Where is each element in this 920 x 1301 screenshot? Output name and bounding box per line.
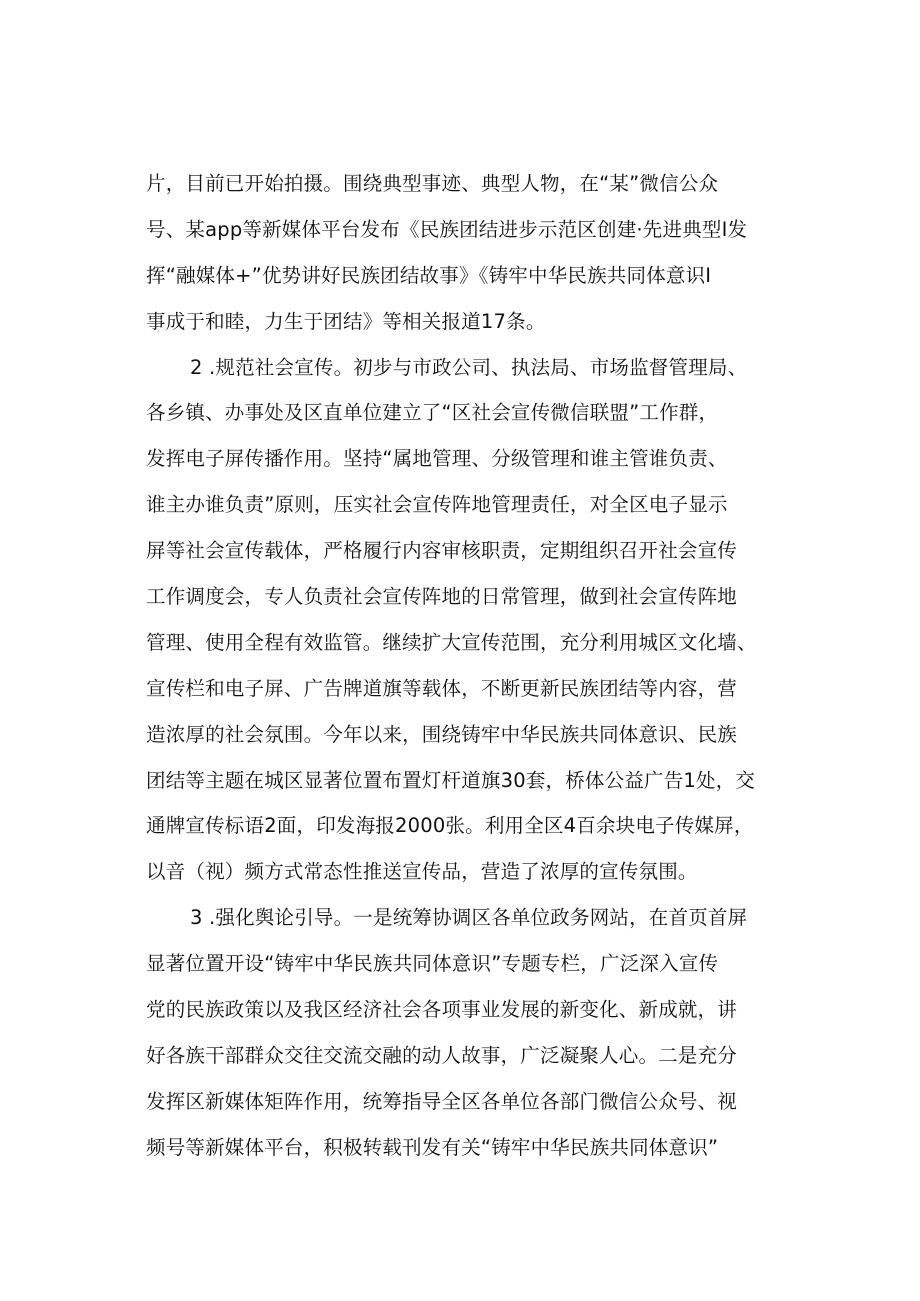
text-line: 谁主办谁负责”原则，压实社会宣传阵地管理责任，对全区电子显示 [146, 493, 728, 517]
text-line: 党的民族政策以及我区经济社会各项事业发展的新变化、新成就，讲 [146, 998, 738, 1022]
text-line: 团结等主题在城区显著位置布置灯杆道旗30套，桥体公益广告1处，交 [146, 768, 756, 792]
text-line: 频号等新媒体平台，积极转载刊发有关“铸牢中华民族共同体意识” [146, 1135, 719, 1159]
text-line: 通牌宣传标语2面，印发海报2000张。利用全区4百余块电子传媒屏， [146, 814, 754, 838]
body-text [146, 161, 806, 1171]
text-line: 各乡镇、办事处及区直单位建立了“区社会宣传微信联盟”工作群， [146, 401, 719, 425]
text-line: 工作调度会，专人负责社会宣传阵地的日常管理，做到社会宣传阵地 [146, 585, 738, 609]
text-line: 发挥电子屏传播作用。坚持“属地管理、分级管理和谁主管谁负责、 [146, 447, 728, 471]
text-line: 事成于和睦，力生于团结》等相关报道17条。 [146, 309, 546, 333]
text-line: 屏等社会宣传载体，严格履行内容审核职责，定期组织召开社会宣传 [146, 539, 738, 563]
text-line: 以音（视）频方式常态性推送宣传品，营造了浓厚的宣传氛围。 [146, 860, 698, 884]
text-line: 号、某app等新媒体平台发布《民族团结进步示范区创建·先进典型I发 [146, 217, 748, 241]
text-line: 宣传栏和电子屏、广告牌道旗等载体，不断更新民族团结等内容，营 [146, 676, 738, 700]
text-line: 片，目前已开始拍摄。围绕典型事迹、典型人物，在“某”微信公众 [146, 172, 719, 195]
text-line: 显著位置开设“铸牢中华民族共同体意识”专题专栏，广泛深入宣传 [146, 952, 719, 976]
text-line: 造浓厚的社会氛围。今年以来，围绕铸牢中华民族共同体意识、民族 [146, 722, 738, 746]
text-line: 管理、使用全程有效监管。继续扩大宣传范围，充分利用城区文化墙、 [146, 630, 757, 654]
text-line: 挥“融媒体+”优势讲好民族团结故事》《铸牢中华民族共同体意识I [146, 263, 712, 287]
text-line: 发挥区新媒体矩阵作用，统筹指导全区各单位各部门微信公众号、视 [146, 1089, 738, 1113]
text-line: 好各族干部群众交往交流交融的动人故事，广泛凝聚人心。二是充分 [146, 1043, 738, 1067]
text-line: 3 .强化舆论引导。一是统筹协调区各单位政务网站，在首页首屏 [190, 906, 748, 930]
text-line: 2 .规范社会宣传。初步与市政公司、执法局、市场监督管理局、 [190, 355, 748, 379]
